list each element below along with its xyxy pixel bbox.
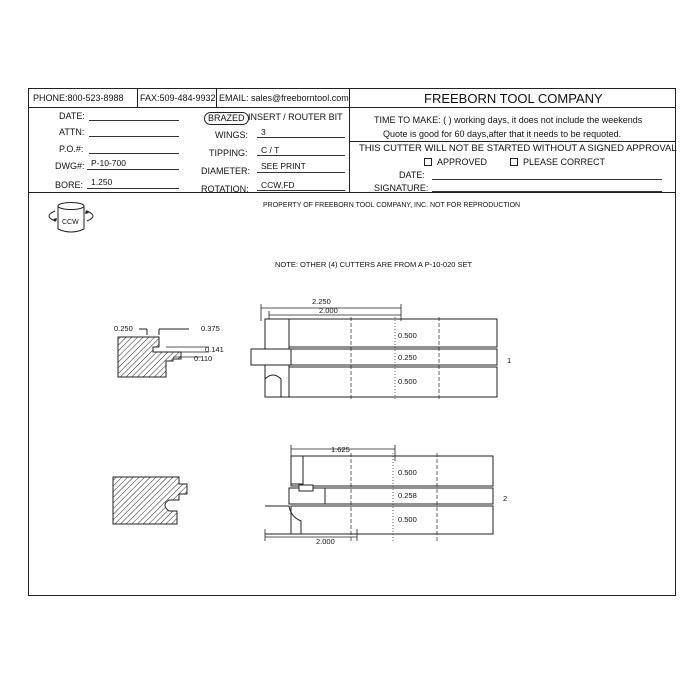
profile-2-shape <box>113 477 187 524</box>
insert-router-label: INSERT / ROUTER BIT <box>248 112 343 122</box>
bore-value: 1.250 <box>91 177 113 187</box>
technical-drawing <box>29 89 675 594</box>
cutter2-w2: 0.258 <box>398 491 417 500</box>
approved-label: APPROVED <box>437 157 488 167</box>
company-name: FREEBORN TOOL COMPANY <box>424 91 603 106</box>
profile1-dim-d: 0.110 <box>194 354 213 363</box>
email-address[interactable]: EMAIL: sales@freeborntool.com <box>219 93 349 103</box>
approval-warning: THIS CUTTER WILL NOT BE STARTED WITHOUT A SIGNED APPROVAL <box>359 143 677 154</box>
dwg-label: DWG#: <box>55 161 85 171</box>
profile1-dim-c: 0.141 <box>205 345 224 354</box>
cutter-1-drawing <box>251 304 497 401</box>
approval-date-label: DATE: <box>399 170 425 180</box>
tipping-value: C / T <box>261 145 280 155</box>
po-label: P.O.#: <box>59 144 84 154</box>
quote-note: Quote is good for 60 days,after that it needs to be requoted. <box>383 129 622 139</box>
cutter1-w1: 0.500 <box>398 331 417 340</box>
tipping-label: TIPPING: <box>209 148 248 158</box>
attn-label: ATTN: <box>59 127 85 137</box>
ccw-rotation-icon <box>49 203 93 233</box>
time-to-make: TIME TO MAKE: ( ) working days, it does not include the weekends <box>374 115 643 125</box>
cutter1-overall: 2.250 <box>312 297 331 306</box>
bore-label: BORE: <box>55 180 84 190</box>
cutter-2-drawing <box>265 445 493 541</box>
rotation-value: CCW,FD <box>261 180 295 190</box>
diameter-value: SEE PRINT <box>261 161 306 171</box>
profile-1-shape <box>118 329 209 377</box>
rotation-label: ROTATION: <box>201 184 249 194</box>
cutter2-bottom: 2.000 <box>316 537 335 546</box>
fax-number: FAX:509-484-9932 <box>140 93 216 103</box>
cutter2-number: 2 <box>503 494 508 503</box>
phone-number: PHONE:800-523-8988 <box>33 93 124 103</box>
cutter1-inner: 2.000 <box>319 306 338 315</box>
ccw-label: CCW <box>62 219 79 226</box>
cutter1-number: 1 <box>507 356 512 365</box>
cutter2-w1: 0.500 <box>398 468 417 477</box>
dwg-value: P-10-700 <box>91 158 126 168</box>
wings-label: WINGS: <box>215 130 248 140</box>
brazed-option[interactable]: BRAZED <box>204 112 249 125</box>
signature-label: SIGNATURE: <box>374 183 429 193</box>
cutter2-top: 1.625 <box>331 445 350 454</box>
drawing-sheet <box>28 88 676 596</box>
cutter1-w2: 0.250 <box>398 353 417 362</box>
set-note: NOTE: OTHER (4) CUTTERS ARE FROM A P-10-020 SET <box>275 260 473 269</box>
date-label: DATE: <box>59 111 85 121</box>
profile1-dim-a: 0.250 <box>114 324 133 333</box>
diameter-label: DIAMETER: <box>201 166 251 176</box>
profile1-dim-b: 0.375 <box>201 324 220 333</box>
please-correct-label: PLEASE CORRECT <box>523 157 606 167</box>
property-note: PROPERTY OF FREEBORN TOOL COMPANY, INC. NOT FOR REPRODUCTION <box>263 202 521 209</box>
cutter1-w3: 0.500 <box>398 377 417 386</box>
wings-value: 3 <box>261 127 266 137</box>
cutter2-w3: 0.500 <box>398 515 417 524</box>
